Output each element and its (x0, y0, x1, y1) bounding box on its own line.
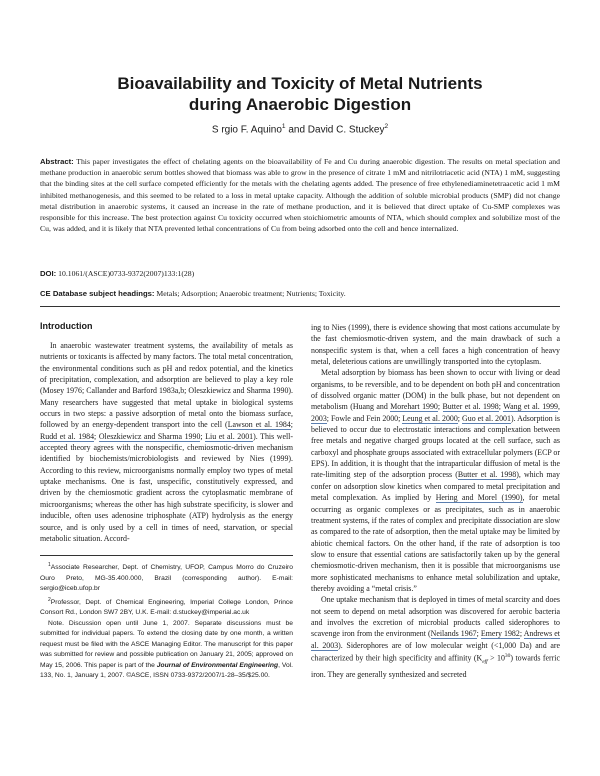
footnote-1 (40, 560, 293, 595)
citation-link[interactable]: Butter et al. 1998 (457, 470, 517, 480)
citation-link[interactable]: Emery 1982 (480, 629, 520, 639)
separator: ; (200, 431, 206, 441)
subscript: eff (482, 659, 488, 666)
title-line-2: during Anaerobic Digestion (188, 95, 412, 114)
abstract-divider (40, 306, 560, 307)
separator: ; (290, 420, 293, 430)
superscript: 30 (504, 652, 511, 659)
paragraph-text: ). Siderophores are of low molecular weight (<1,000 Da) and are characterized by their high specificity and affinity (K (311, 640, 560, 663)
intro-paragraph-2 (311, 367, 560, 594)
subject-headings-text: Metals; Adsorption; Anaerobic treatment; Nutrients; Toxicity. (154, 289, 346, 298)
paper-title (40, 73, 560, 115)
citation-link[interactable]: Rudd et al. 1984 (40, 431, 95, 441)
footnote-text: Associate Researcher, Dept. of Chemistry, UFOP, Campus Morro do Cruzeiro Ouro Preto, MG-35.400.000, Brazil (corresponding author). E-mail: sergio@iceb.ufop.br (40, 564, 293, 593)
doi-label: DOI: (40, 269, 57, 278)
citation-link[interactable]: Morehart 1990 (390, 402, 438, 412)
citation-link[interactable]: Leung et al. 2000 (402, 413, 458, 423)
paragraph-text: Metal adsorption by biomass has been shown to occur with living or dead organisms, to be reversible, and to be dependent on both pH and concentration of dissolved organic matter (DOM) in the bulk phase, but not dependent on metabolism (Huang and (311, 368, 560, 412)
citation-link[interactable]: Wang et al. 1999 (503, 402, 559, 412)
separator: ; (476, 629, 481, 639)
publication-note (40, 619, 293, 682)
doi-line (40, 268, 560, 279)
paragraph-text: > 10 (487, 653, 505, 663)
note-text: Note. Discussion open until June 1, 2007. Separate discussions must be submitted for individual papers. To extend the closing date by one month, a written request must be filed with the ASCE Managing Editor. The manuscript for this paper was submitted for review and possible publication on January 21, 2005; approved on May 15, 2006. This paper is part of the (40, 619, 293, 669)
citation-link[interactable]: Hering and Morel (1990) (435, 493, 523, 503)
paragraph-text: , for metal occurring as organic complexes or as precipitates, such as in anaerobic treatment systems, if the rates of complex and precipitate dissociation are slow as compared to the rate of adsorption, then the metal uptake may be limited by abiotic chemical factors. On the other hand, if the rate of adsorption is too slow to ensure that essential cations are satisfactorily taken up by the general chemiosmotic-driven mechanism, then it is possible that microorganisms use more sophisticated mechanisms to enhance metal solubilization and uptake, thereby avoiding a “metal crisis.” (311, 493, 560, 593)
footnotes (40, 560, 293, 682)
separator: ; (94, 431, 99, 441)
footnote-mark: 2 (48, 596, 51, 603)
citation-link[interactable]: Andrews et al. 2003 (311, 629, 560, 650)
subject-headings (40, 288, 560, 299)
paragraph-text: In anaerobic wastewater treatment systems, the availability of metals as nutrients or toxicants is affected by many factors. The total metal concentration, the environmental conditions such as pH and redox potential, and the kinetics of precipitation, complexation, and adsorption are believed to play a key role (Mosey 1976; Callander and Barford 1983a,b; Oleszkiewicz and Sharma 1990). Many researchers have suggested that metal uptake in biological systems occurs in two steps: a passive adsorption of metal onto the biomass surface, followed by an energy-dependent transport into the cell ( (40, 341, 293, 430)
subject-headings-label: CE Database subject headings: (40, 289, 155, 298)
footnote-divider (40, 555, 293, 556)
author-1-affiliation-mark: 1 (281, 123, 286, 130)
citation-link[interactable]: Oleszkiewicz and Sharma 1990 (98, 431, 201, 441)
paragraph-text: ), which may confer on adsorption slow kinetics when compared to metal precipitation and metal complexation. As implied by (311, 470, 560, 503)
footnote-2 (40, 595, 293, 619)
doi-value: 10.1061/(ASCE)0733-9372(2007)133:1(28) (56, 269, 195, 278)
paragraph-text: ). This well-accepted theory agrees with the nonspecific, chemiosmotic-driven mechanism identified by biochemists/microbiologists and reviewed by Nies (1999). According to this review, microorganisms normally employ two types of metal uptake mechanisms. One is fast, unspecific, constitutively expressed, and driven by the chemiosmotic gradient across the cytoplasmatic membrane of microorganisms; whereas the other has high substrate specificity, is slower and inducible, often uses adenosine triphosphate (ATP) hydrolysis as the energy source, and is only used by a cell in times of need, starvation, or special metabolic situation. Accord- (40, 431, 293, 543)
author-1: S rgio F. Aquino (211, 124, 282, 136)
author-2: David C. Stuckey (307, 124, 385, 136)
separator: ; (498, 402, 504, 412)
abstract-label: Abstract: (40, 157, 74, 166)
separator: ; (519, 629, 524, 639)
intro-paragraph-1 (40, 340, 293, 544)
footnote-mark: 1 (48, 562, 51, 568)
paragraph-text: ; Fowle and Fein 2000; (326, 413, 403, 423)
separator: , (558, 402, 560, 412)
author-conjunction: and (285, 124, 308, 136)
separator: ; (457, 413, 463, 423)
section-heading-introduction: Introduction (40, 321, 93, 331)
paragraph-text: ). Adsorption is believed to occur due to electrostatic interactions and complexation between free metals and negative charged groups located at the cell surface, such as carboxyl and phosphate groups associated with extracellular polymers (ECP or EPS). In addition, it is thought that the intraparticular diffusion of metal is the rate-limiting step of the adsorption process ( (311, 413, 560, 480)
author-line (40, 121, 560, 136)
author-2-affiliation-mark: 2 (384, 123, 389, 130)
intro-paragraph-3 (311, 594, 560, 680)
footnote-text: Professor, Dept. of Chemical Engineering, Imperial College London, Prince Consort Rd., London SW7 2BY, U.K. E-mail: d.stuckey@imperial.ac.uk (40, 598, 293, 617)
note-text: , Vol. 133, No. 1, January 1, 2007. ©ASCE, ISSN 0733-9372/2007/1-28–35/$25.00. (40, 661, 294, 680)
journal-name: Journal of Environmental Engineering (156, 661, 279, 669)
separator: ; (437, 402, 443, 412)
citation-link[interactable]: Liu et al. 2001 (205, 431, 254, 441)
left-column-body (40, 340, 293, 544)
citation-link[interactable]: Guo et al. 2001 (462, 413, 511, 423)
abstract (40, 156, 560, 234)
citation-link[interactable]: Butter et al. 1998 (442, 402, 499, 412)
citation-link[interactable]: Neilands 1967 (430, 629, 477, 639)
paragraph-text: ) towards ferric iron. They are generally synthesized and secreted (311, 653, 560, 679)
paragraph-text: One uptake mechanism that is deployed in times of metal scarcity and does not seem to depend on metal adsorption was discovered for aerobic bacteria and involves the excretion of microbial products called siderophores to scavenge iron from the environment ( (311, 595, 560, 639)
right-column-body (311, 322, 560, 680)
abstract-text: This paper investigates the effect of chelating agents on the bioavailability of Fe and Cu during anaerobic digestion. The results on metal speciation and methane production in anaerobic serum bottles showed that biomass was able to grow in the presence of citrate 1 mM and nitrilotriacetic acid (NTA) 1 mM, suggesting that the binding sites at the cell surface competed efficiently for the metals with the chelating agents added. The presence of free ethylenediaminetetraacetic acid 1 mM inhibited methanogenesis, and this seemed to be related to a loss in metal uptake capacity. Although the addition of soluble microbial products (SMP) did not change metal distribution in anaerobic systems, it caused an increase in the rate of methane production, and it is believed that direct uptake of Cu-SMP complexes was responsible for this increase. The best protection against Cu toxicity occurred when stoichiometric amounts of NTA, which should complex and solubilize most of the Cu, was added, and it is likely that NTA prevented lethal concentrations of Cu from being adsorbed onto the cell and hence internalized. (40, 157, 560, 234)
intro-paragraph-continued: ing to Nies (1999), there is evidence showing that most cations accumulate by the fast chemiosmotic-driven system, and the main drawback of such a nonspecific system is that, when a cell faces a high concentration of heavy metal, deleterious cations are unwillingly transported into the cytoplasm. (311, 323, 560, 367)
citation-link[interactable]: 2003 (311, 413, 327, 423)
citation-link[interactable]: Lawson et al. 1984 (227, 420, 291, 430)
title-line-1: Bioavailability and Toxicity of Metal Nutrients (117, 74, 483, 93)
